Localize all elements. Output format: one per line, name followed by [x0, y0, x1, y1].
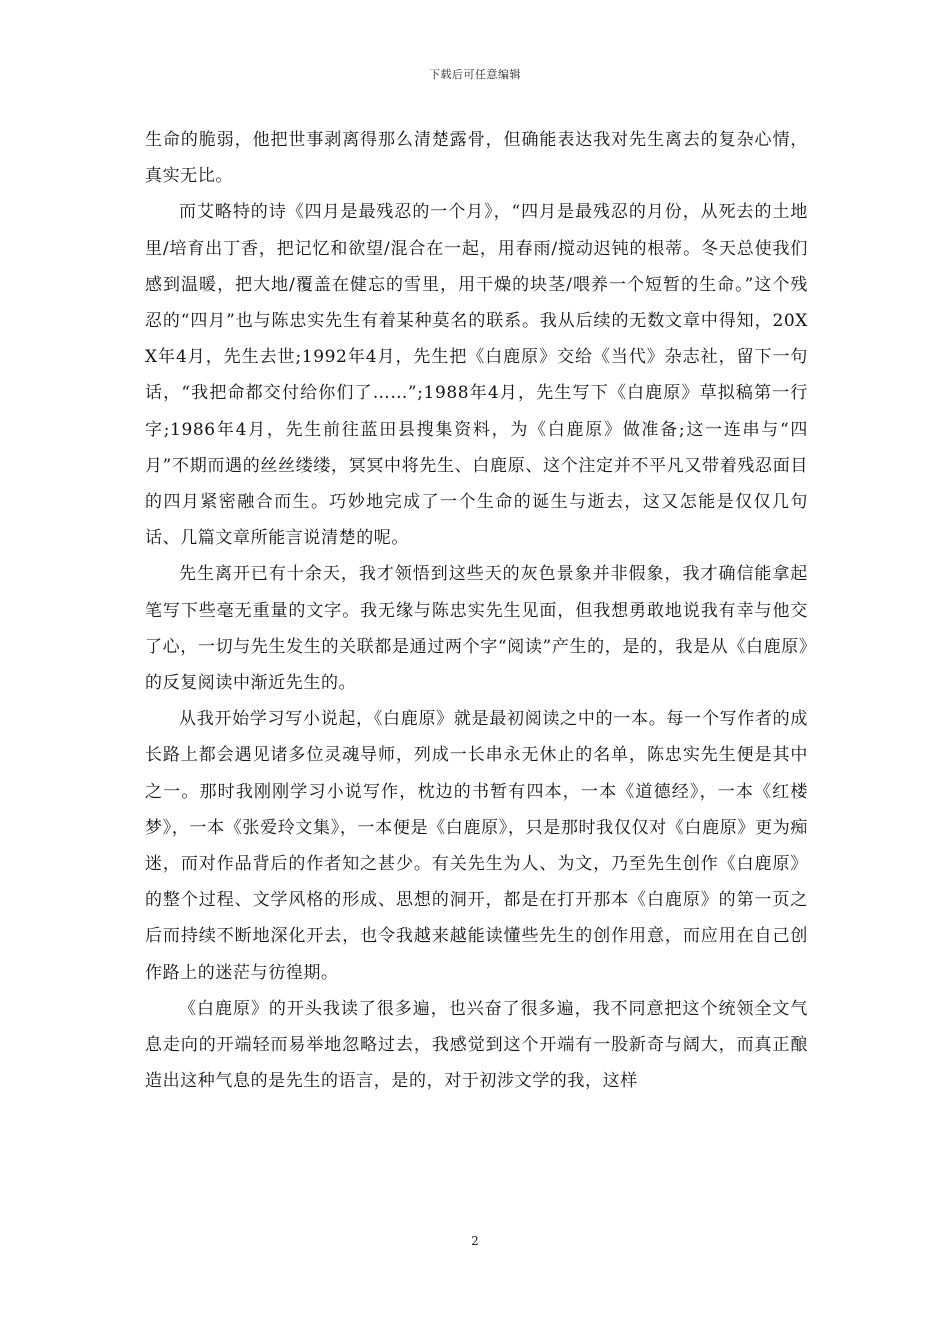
document-body: [145, 122, 808, 1099]
paragraph-reading-connection: 先生离开已有十余天，我才领悟到这些天的灰色景象并非假象，我才确信能拿起笔写下些毫无重量的文字。我无缘与陈忠实先生见面，但我想勇敢地说我有幸与他交了心，一切与先生发生的关联都是通过两个字“阅读”产生的，是的，我是从《白鹿原》的反复阅读中渐近先生的。: [145, 564, 808, 694]
page-number: 2: [471, 1234, 479, 1248]
paragraph-opening-language: 《白鹿原》的开头我读了很多遍，也兴奋了很多遍，我不同意把这个统领全文气息走向的开端轻而易举地忽略过去，我感觉到这个开端有一股新奇与阔大，而真正酿造出这种气息的是先生的语言，是的，对于初涉文学的我，这样: [145, 998, 808, 1092]
paragraph-learning-novel: 从我开始学习写小说起，《白鹿原》就是最初阅读之中的一本。每一个写作者的成长路上都会遇见诸多位灵魂导师，列成一长串永无休止的名单，陈忠实先生便是其中之一。那时我刚刚学习小说写作，枕边的书暂有四本，一本《道德经》，一本《红楼梦》，一本《张爱玲文集》，一本便是《白鹿原》，只是那时我仅仅对《白鹿原》更为痴迷，而对作品背后的作者知之甚少。有关先生为人、为文，乃至先生创作《白鹿原》的整个过程、文学风格的形成、思想的洞开，都是在打开那本《白鹿原》的第一页之后而持续不断地深化开去，也令我越来越能读懂些先生的创作用意，而应用在自己创作路上的迷茫与彷徨期。: [145, 709, 808, 983]
paragraph-eliot-april: 而艾略特的诗《四月是最残忍的一个月》，“四月是最残忍的月份，从死去的土地里/培育出丁香，把记忆和欲望/混合在一起，用春雨/搅动迟钝的根蒂。冬天总使我们感到温暖，把大地/覆盖在健忘的雪里，用干燥的块茎/喂养一个短暂的生命。”这个残忍的“四月”也与陈忠实先生有着某种莫名的联系。我从后续的无数文章中得知，20XX年4月，先生去世;1992年4月，先生把《白鹿原》交给《当代》杂志社，留下一句话，“我把命都交付给你们了……”;1988年4月，先生写下《白鹿原》草拟稿第一行字;1986年4月，先生前往蓝田县搜集资料，为《白鹿原》做准备;这一连串与“四月”不期而遇的丝丝缕缕，冥冥中将先生、白鹿原、这个注定并不平凡又带着残忍面目的四月紧密融合而生。巧妙地完成了一个生命的诞生与逝去，这又怎能是仅仅几句话、几篇文章所能言说清楚的呢。: [145, 202, 808, 549]
paragraph-continuation: 生命的脆弱，他把世事剥离得那么清楚露骨，但确能表达我对先生离去的复杂心情，真实无比。: [145, 130, 808, 187]
page-header-note: 下载后可任意编辑: [429, 68, 521, 81]
